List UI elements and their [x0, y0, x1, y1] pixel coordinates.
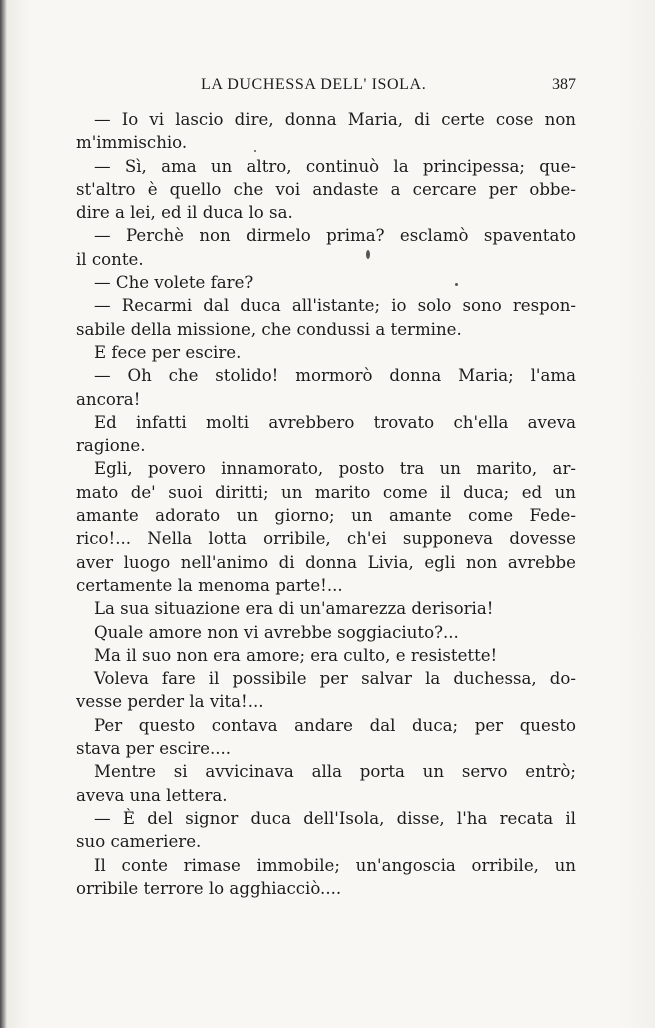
- text-line: amante adorato un giorno; un amante come Fede-: [76, 506, 576, 526]
- text-line: il conte.: [76, 249, 144, 269]
- text-line: — Sì, ama un altro, continuò la principessa; que-: [94, 156, 576, 176]
- ink-speck: [455, 283, 458, 286]
- text-line: — Recarmi dal duca all'istante; io solo sono respon-: [94, 296, 576, 316]
- text-line: stava per escire....: [76, 739, 232, 759]
- text-line: rico!... Nella lotta orribile, ch'ei supponeva dovesse: [76, 529, 576, 549]
- text-line: st'altro è quello che voi andaste a cercare per obbe-: [76, 179, 576, 199]
- running-title: LA DUCHESSA DELL' ISOLA.: [201, 76, 427, 93]
- text-line: Il conte rimase immobile; un'angoscia orribile, un: [94, 855, 576, 875]
- text-line: — Io vi lascio dire, donna Maria, di certe cose non: [94, 110, 576, 129]
- text-line: vesse perder la vita!...: [76, 692, 264, 712]
- text-line: Per questo contava andare dal duca; per questo: [94, 715, 576, 735]
- text-line: ancora!: [76, 389, 141, 409]
- text-line: E fece per escire.: [94, 342, 242, 362]
- text-line: Ed infatti molti avrebbero trovato ch'ella aveva: [94, 412, 576, 432]
- ink-speck: [366, 250, 370, 259]
- text-line: aver luogo nell'animo di donna Livia, egli non avrebbe: [76, 552, 576, 572]
- text-line: m'immischio.: [76, 133, 188, 153]
- text-line: mato de' suoi diritti; un marito come il duca; ed un: [76, 482, 576, 502]
- text-line: — Oh che stolido! mormorò donna Maria; l'ama: [94, 366, 576, 386]
- text-line: orribile terrore lo agghiacciò....: [76, 878, 342, 898]
- running-head: [76, 76, 576, 100]
- page-number: 387: [552, 76, 576, 93]
- text-line: dire a lei, ed il duca lo sa.: [76, 203, 293, 223]
- text-line: Quale amore non vi avrebbe soggiaciuto?...: [94, 622, 459, 642]
- text-line: Ma il suo non era amore; era culto, e resistette!: [94, 645, 498, 665]
- text-line: aveva una lettera.: [76, 785, 228, 805]
- ink-speck: [254, 150, 256, 152]
- text-line: — Perchè non dirmelo prima? esclamò spaventato: [94, 226, 576, 246]
- text-line: — È del signor duca dell'Isola, disse, l'ha recata il: [94, 808, 576, 828]
- text-line: Mentre si avvicinava alla porta un servo entrò;: [94, 762, 576, 782]
- text-line: La sua situazione era di un'amarezza derisoria!: [94, 599, 494, 619]
- text-line: — Che volete fare?: [94, 273, 254, 293]
- body-text: [76, 108, 576, 900]
- text-line: Egli, povero innamorato, posto tra un marito, ar-: [94, 459, 576, 479]
- text-line: certamente la menoma parte!...: [76, 575, 343, 595]
- text-line: Voleva fare il possibile per salvar la duchessa, do-: [94, 669, 576, 689]
- text-line: ragione.: [76, 436, 146, 456]
- text-line: suo cameriere.: [76, 832, 202, 852]
- text-line: sabile della missione, che condussi a termine.: [76, 319, 462, 339]
